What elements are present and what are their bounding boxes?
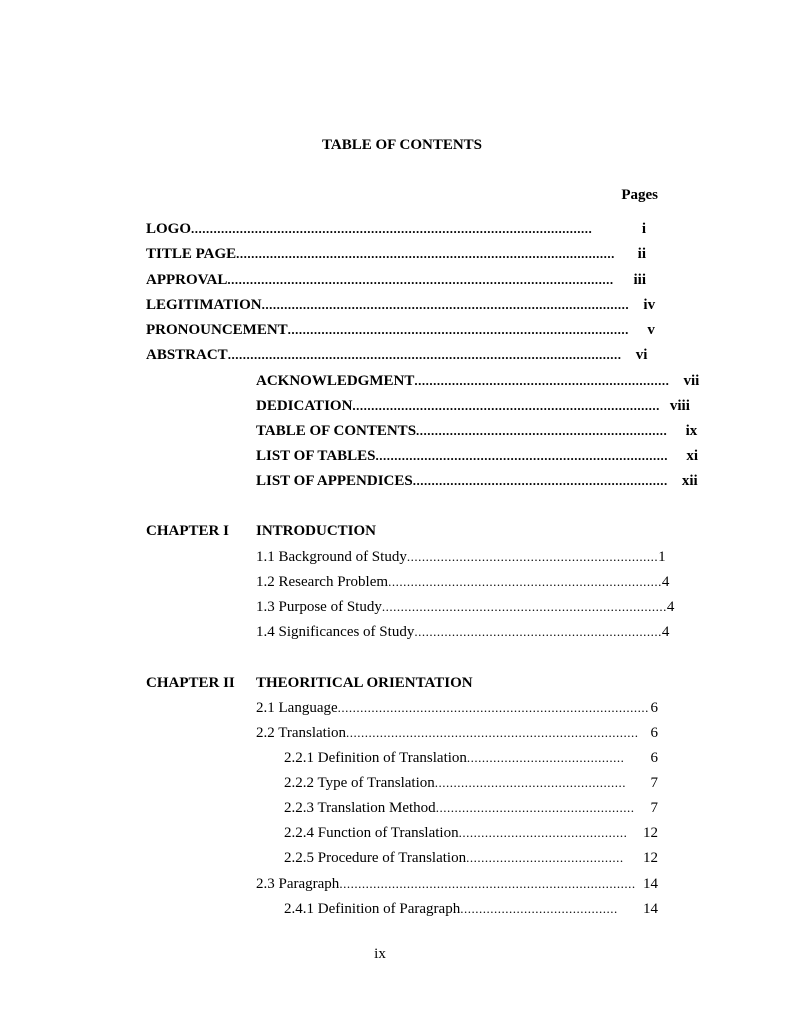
toc-entry — [146, 219, 646, 239]
toc-entry-page: vii — [683, 373, 700, 389]
toc-leader-dots: .................................................................... — [414, 373, 670, 388]
toc-entry-label: LEGITIMATION — [146, 297, 262, 313]
toc-entry-label: 2.2.4 Function of Translation — [284, 825, 459, 841]
toc-entry — [256, 446, 699, 466]
page-number-footer: ix — [374, 946, 386, 962]
toc-entry-label: 2.1 Language — [256, 700, 338, 716]
toc-entry — [284, 798, 658, 818]
toc-entry-label: TITLE PAGE — [146, 246, 237, 262]
toc-leader-dots: .................................................................... — [412, 473, 668, 488]
toc-entry — [256, 698, 658, 718]
toc-entry-label: 2.4.1 Definition of Paragraph — [284, 901, 461, 917]
toc-leader-dots: .................................................................. — [414, 624, 662, 639]
toc-entry-label: 2.2.2 Type of Translation — [284, 775, 435, 791]
toc-entry-label: TABLE OF CONTENTS — [256, 423, 417, 439]
toc-entry — [256, 597, 675, 617]
toc-entry-page: 7 — [650, 775, 658, 791]
toc-leader-dots: ......................................................................................................... — [227, 347, 622, 362]
toc-entry — [284, 899, 658, 919]
toc-entry — [284, 848, 658, 868]
toc-entry-page: iii — [633, 272, 646, 288]
toc-leader-dots: .................................................................................. — [352, 398, 660, 413]
chapter-number: CHAPTER I — [146, 523, 229, 539]
toc-entry — [146, 270, 646, 290]
toc-entry-label: 1.4 Significances of Study — [256, 624, 415, 640]
toc-leader-dots: ................................................... — [434, 775, 627, 790]
toc-entry-label: LOGO — [146, 221, 192, 237]
toc-entry — [284, 823, 658, 843]
toc-entry-page: 6 — [650, 700, 658, 716]
toc-entry — [146, 320, 655, 340]
toc-entry-label: 1.2 Research Problem — [256, 574, 389, 590]
toc-entry-label: PRONOUNCEMENT — [146, 322, 288, 338]
toc-leader-dots: .............................................................................. — [375, 448, 669, 463]
toc-entry-label: 2.2 Translation — [256, 725, 347, 741]
toc-entry-page: vi — [635, 347, 648, 363]
toc-leader-dots: ................................................................... — [406, 549, 659, 564]
chapter-title: INTRODUCTION — [256, 523, 377, 539]
pages-column-header: Pages — [621, 187, 658, 203]
toc-entry-page: ix — [685, 423, 698, 439]
toc-leader-dots: ................................................................................... — [337, 700, 649, 715]
toc-entry-page: 4 — [661, 624, 670, 640]
toc-leader-dots: .......................................... — [466, 750, 625, 765]
toc-entry — [256, 396, 690, 416]
toc-entry — [284, 773, 658, 793]
toc-entry-label: LIST OF TABLES — [256, 448, 376, 464]
toc-entry-label: APPROVAL — [146, 272, 228, 288]
toc-entry-page: 4 — [661, 574, 670, 590]
toc-entry-page: iv — [643, 297, 656, 313]
toc-entry-label: ABSTRACT — [146, 347, 228, 363]
toc-entry-page: 4 — [666, 599, 675, 615]
toc-entry — [284, 748, 658, 768]
toc-leader-dots: ......................................................................... — [388, 574, 662, 589]
toc-entry-page: 1 — [658, 549, 666, 565]
toc-leader-dots: ................................................................... — [416, 423, 668, 438]
toc-entry-page: 14 — [643, 876, 658, 892]
toc-entry — [146, 244, 646, 264]
toc-entry-label: 2.2.5 Procedure of Translation — [284, 850, 467, 866]
toc-entry-page: ii — [637, 246, 646, 262]
toc-leader-dots: ....................................................................................................... — [227, 272, 614, 287]
toc-entry — [146, 345, 646, 365]
toc-entry — [146, 295, 656, 315]
toc-entry-label: ACKNOWLEDGMENT — [256, 373, 415, 389]
toc-entry-page: v — [647, 322, 655, 338]
toc-entry-label: LIST OF APPENDICES — [256, 473, 413, 489]
toc-entry-page: i — [641, 221, 646, 237]
toc-entry-page: viii — [669, 398, 690, 414]
toc-entry-label: 1.3 Purpose of Study — [256, 599, 382, 615]
toc-entry — [256, 547, 666, 567]
toc-entry — [256, 723, 658, 743]
chapter-title: THEORITICAL ORIENTATION — [256, 675, 473, 691]
toc-leader-dots: ........................................................................................... — [287, 322, 629, 337]
toc-entry — [256, 421, 698, 441]
toc-leader-dots: ............................................................................ — [381, 599, 667, 614]
toc-leader-dots: ........................................................................................................... — [191, 221, 593, 236]
toc-leader-dots: ..................................................... — [435, 800, 635, 815]
chapter-number: CHAPTER II — [146, 675, 235, 691]
toc-entry — [256, 622, 670, 642]
toc-entry-page: 14 — [643, 901, 658, 917]
toc-entry-label: 2.3 Paragraph — [256, 876, 340, 892]
toc-entry-page: 6 — [650, 750, 658, 766]
page-title: TABLE OF CONTENTS — [321, 137, 483, 153]
toc-leader-dots: .................................................................................................. — [261, 297, 630, 312]
toc-entry-page: 6 — [650, 725, 658, 741]
toc-entry — [256, 371, 700, 391]
toc-entry — [256, 471, 698, 491]
toc-leader-dots: .......................................... — [466, 850, 624, 865]
toc-leader-dots: ............................................. — [458, 825, 628, 840]
toc-leader-dots: .............................................................................. — [346, 725, 639, 740]
toc-entry — [256, 874, 658, 894]
toc-entry-label: 2.2.1 Definition of Translation — [284, 750, 467, 766]
toc-leader-dots: .......................................... — [460, 901, 618, 916]
toc-entry-page: 12 — [643, 825, 658, 841]
toc-entry — [256, 572, 670, 592]
toc-entry-page: xi — [686, 448, 699, 464]
toc-leader-dots: ............................................................................... — [339, 876, 636, 891]
toc-entry-label: 2.2.3 Translation Method — [284, 800, 436, 816]
toc-entry-label: 1.1 Background of Study — [256, 549, 407, 565]
toc-entry-page: 12 — [643, 850, 658, 866]
toc-entry-page: 7 — [650, 800, 658, 816]
toc-entry-page: xii — [681, 473, 698, 489]
toc-entry-label: DEDICATION — [256, 398, 353, 414]
toc-leader-dots: ..................................................................................................... — [236, 246, 615, 261]
